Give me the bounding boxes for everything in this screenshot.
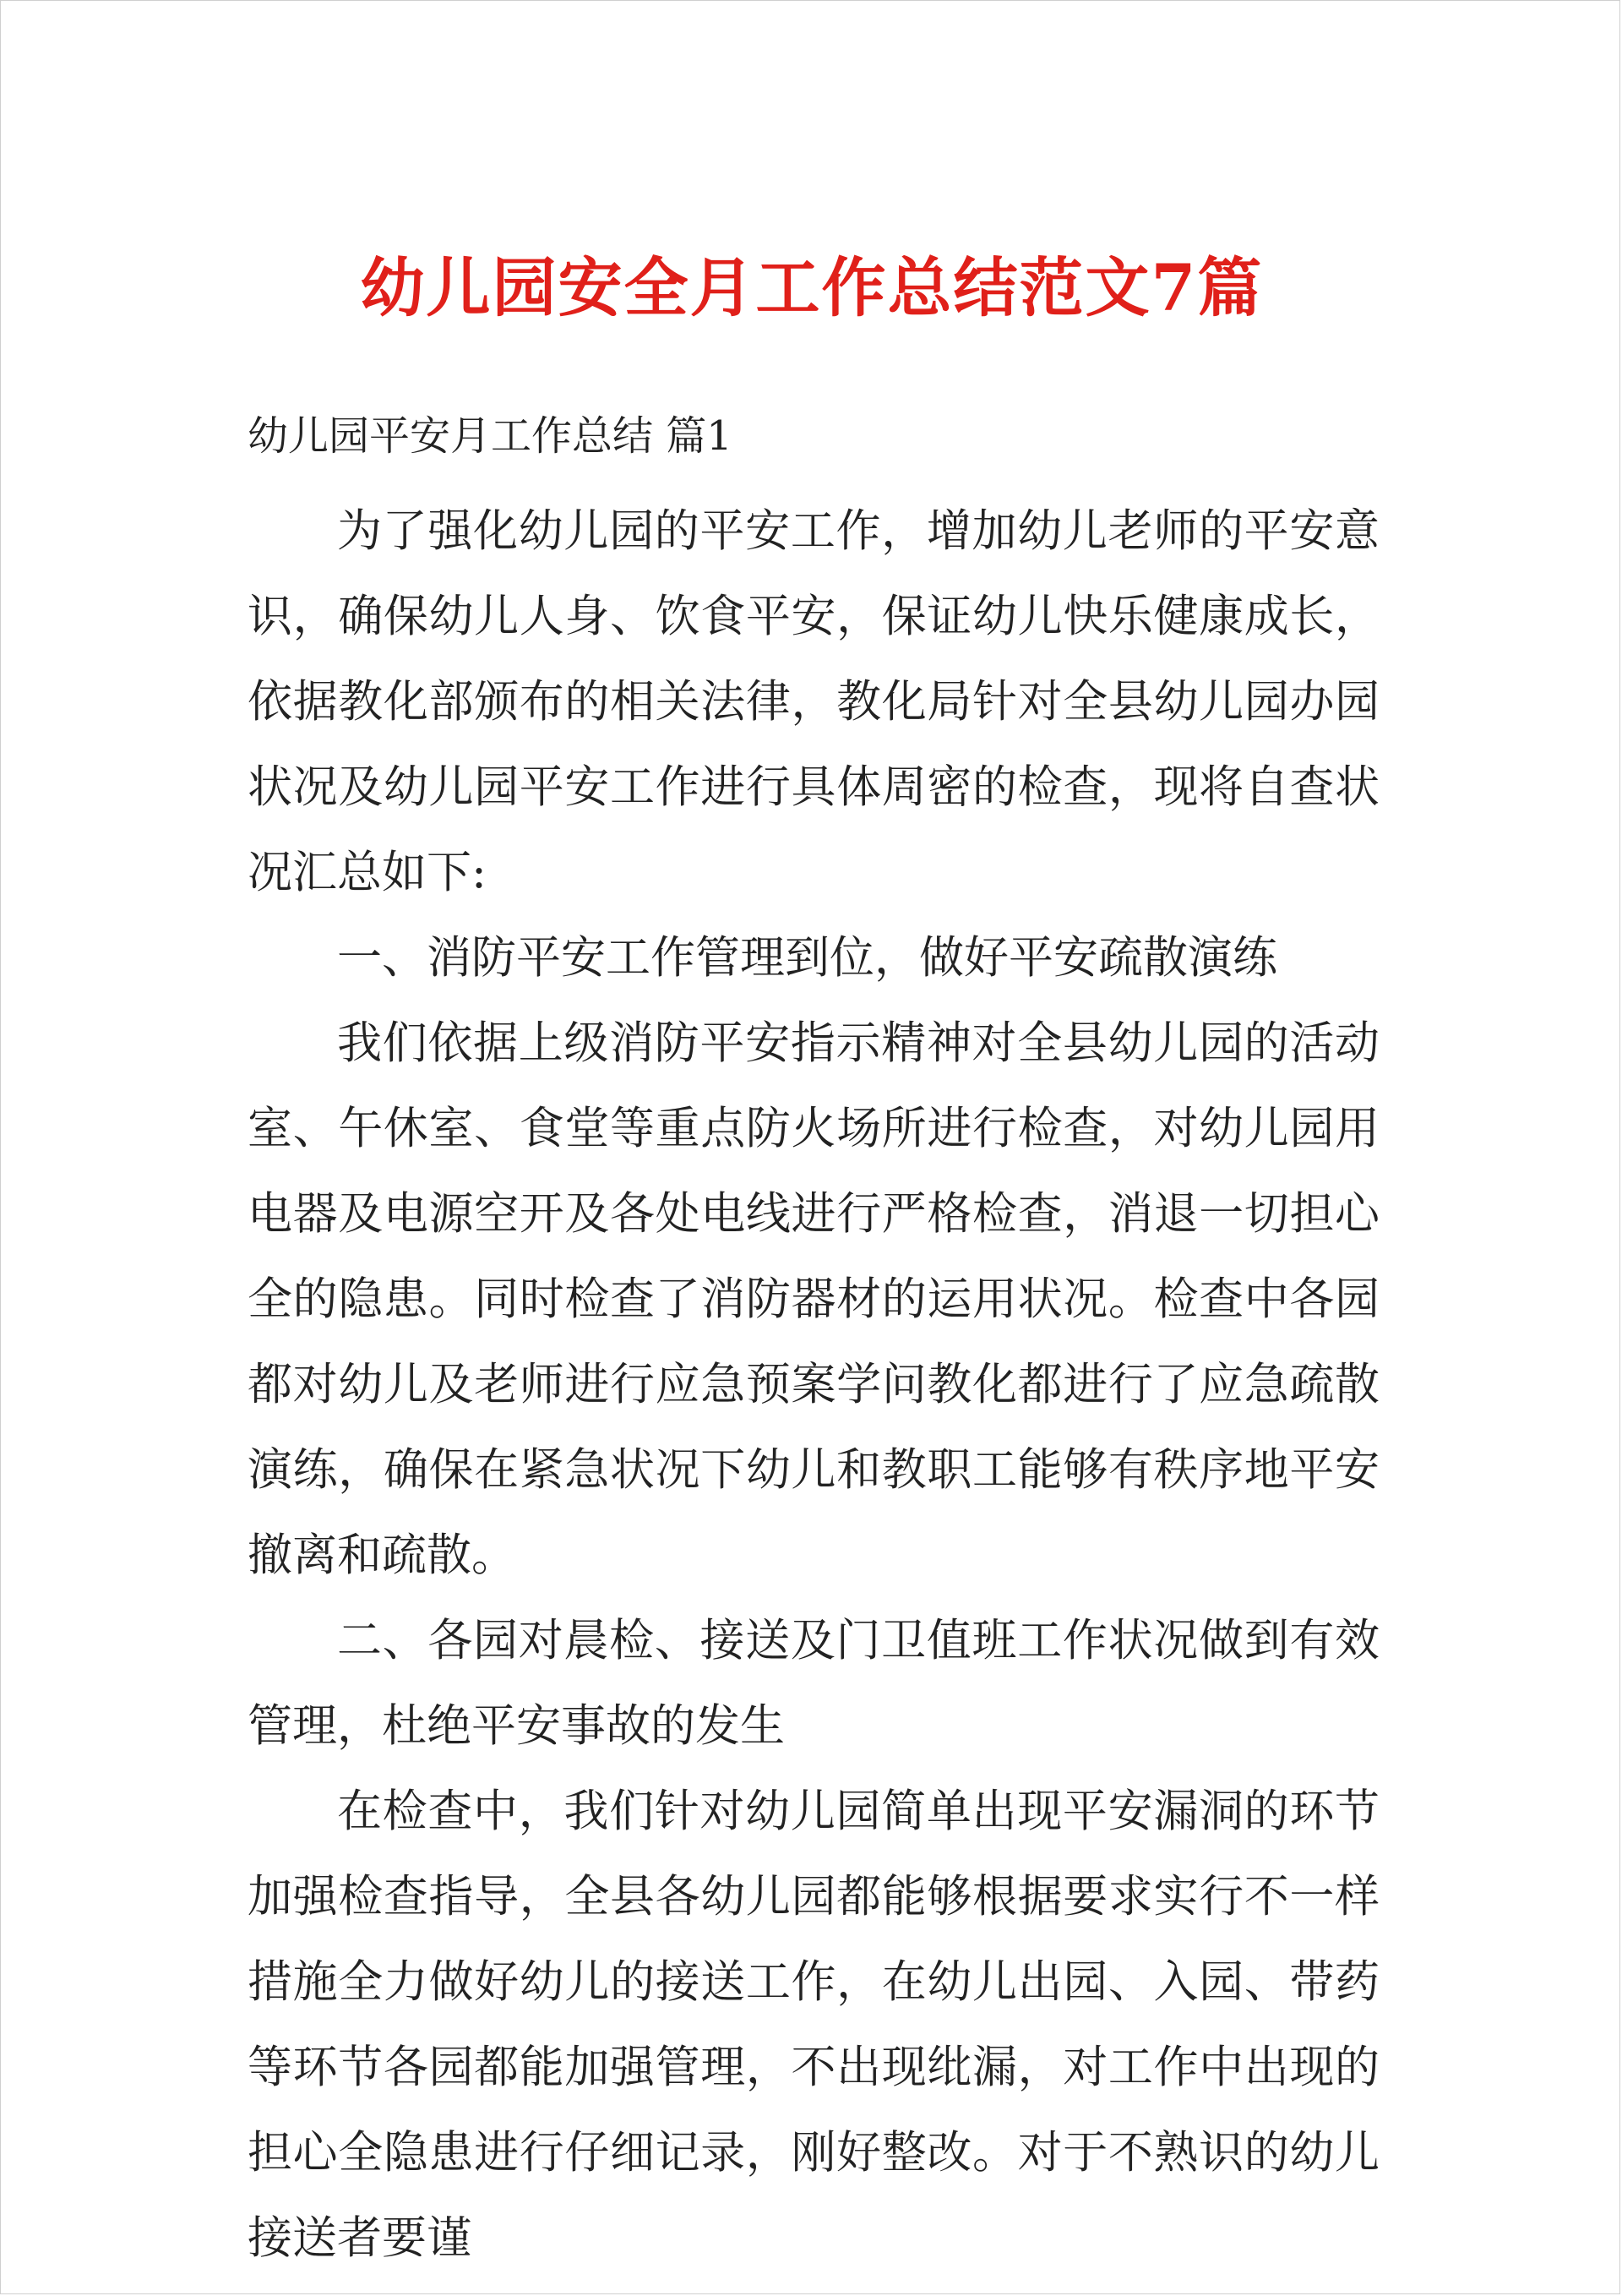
section-heading: 幼儿园平安月工作总结 篇1 — [248, 412, 732, 460]
paragraph: 为了强化幼儿园的平安工作，增加幼儿老师的平安意识，确保幼儿人身、饮食平安，保证幼儿快乐健康成长，依据教化部颁布的相关法律，教化局针对全县幼儿园办园状况及幼儿园平安工作进行具体周密的检查，现将自查状况汇总如下: — [248, 505, 1380, 898]
document-body — [248, 488, 1380, 2281]
paragraph-subheading: 二、各园对晨检、接送及门卫值班工作状况做到有效管理，杜绝平安事故的发生 — [248, 1615, 1380, 1752]
paragraph-subheading: 一、消防平安工作管理到位，做好平安疏散演练 — [337, 932, 1277, 984]
paragraph: 我们依据上级消防平安指示精神对全县幼儿园的活动室、午休室、食堂等重点防火场所进行检查，对幼儿园用电器及电源空开及各处电线进行严格检查，消退一切担心全的隐患。同时检查了消防器材的运用状况。检查中各园都对幼儿及老师进行应急预案学问教化都进行了应急疏散演练，确保在紧急状况下幼儿和教职工能够有秩序地平安撤离和疏散。 — [248, 1017, 1380, 1581]
document-title: 幼儿园安全月工作总结范文7篇 — [360, 250, 1264, 325]
paragraph: 在检查中，我们针对幼儿园简单出现平安漏洞的环节加强检查指导，全县各幼儿园都能够根据要求实行不一样措施全力做好幼儿的接送工作，在幼儿出园、入园、带药等环节各园都能加强管理，不出现纰漏，对工作中出现的担心全隐患进行仔细记录，刚好整改。对于不熟识的幼儿接送者要谨 — [248, 1786, 1380, 2264]
